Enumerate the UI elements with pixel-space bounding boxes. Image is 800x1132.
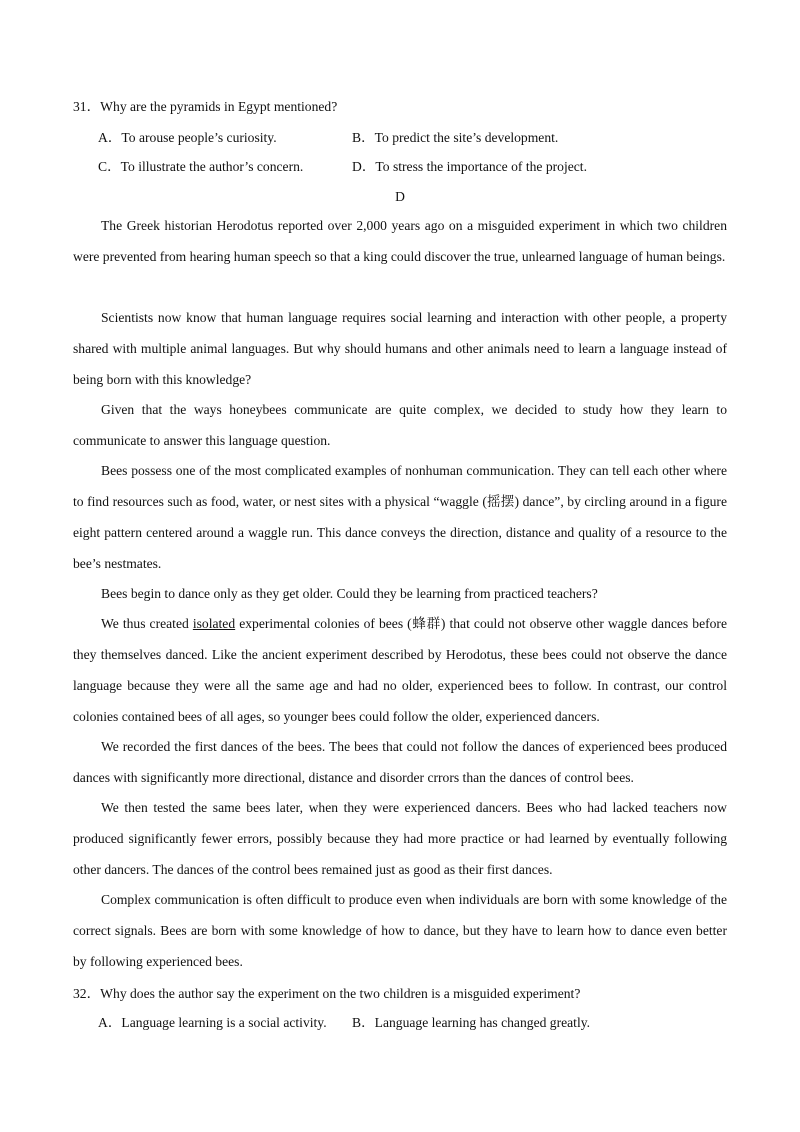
paragraph-1: The Greek historian Herodotus reported over 2,000 years ago on a misguided experiment in which two children were prevented from hearing human speech so that a king could discover the true, unlearned language of human beings. xyxy=(73,218,727,264)
paragraph-4: Bees possess one of the most complicated examples of nonhuman communication. They can tell each other where to find resources such as food, water, or nest sites with a physical “waggle (摇摆) dance”, by circling around in a figure eight pattern centered around a waggle run. This dance conveys the direction, distance and quality of a resource to the bee’s nestmates. xyxy=(73,463,727,571)
paragraph-3: Given that the ways honeybees communicate are quite complex, we decided to study how they learn to communicate to answer this language question. xyxy=(73,402,727,448)
paragraph-6 xyxy=(73,608,727,732)
paragraph-2: Scientists now know that human language requires social learning and interaction with other people, a property shared with multiple animal languages. But why should humans and other animals need to learn a language instead of being born with this knowledge? xyxy=(73,310,727,387)
q31-option-c: C．To illustrate the author’s concern. xyxy=(98,159,304,174)
section-label: D xyxy=(395,189,405,204)
paragraph-5: Bees begin to dance only as they get older. Could they be learning from practiced teachers? xyxy=(101,586,598,601)
paragraph-7: We recorded the first dances of the bees. The bees that could not follow the dances of experienced bees produced dances with significantly more directional, distance and disorder crrors than the dances of control bees. xyxy=(73,739,727,785)
paragraph-6-start: We thus created xyxy=(101,616,193,631)
paragraph-9: Complex communication is often difficult to produce even when individuals are born with some knowledge of the correct signals. Bees are born with some knowledge of how to dance, but they have to learn how to dance even better by following experienced bees. xyxy=(73,892,727,969)
q31-option-b: B．To predict the site’s development. xyxy=(352,130,559,145)
q32-option-a: A．Language learning is a social activity. xyxy=(98,1015,327,1030)
paragraph-6-rest: experimental colonies of bees (蜂群) that could not observe other waggle dances before they themselves danced. Like the ancient experiment described by Herodotus, these bees could not observe the dance language because they were all the same age and had no older, experienced bees to follow. In contrast, our control colonies contained bees of all ages, so younger bees could follow the older, experienced dancers. xyxy=(73,616,727,724)
question-32: 32．Why does the author say the experiment on the two children is a misguided experiment? xyxy=(73,986,581,1001)
underlined-word-isolated: isolated xyxy=(192,616,236,631)
q31-option-a: A．To arouse people’s curiosity. xyxy=(98,130,277,145)
q31-option-d: D．To stress the importance of the project. xyxy=(352,159,587,174)
paragraph-8: We then tested the same bees later, when they were experienced dancers. Bees who had lacked teachers now produced significantly fewer errors, possibly because they had more practice or had learned by eventually following other dancers. The dances of the control bees remained just as good as their first dances. xyxy=(73,800,727,877)
question-31: 31．Why are the pyramids in Egypt mentioned? xyxy=(73,99,338,114)
q32-option-b: B．Language learning has changed greatly. xyxy=(352,1015,591,1030)
